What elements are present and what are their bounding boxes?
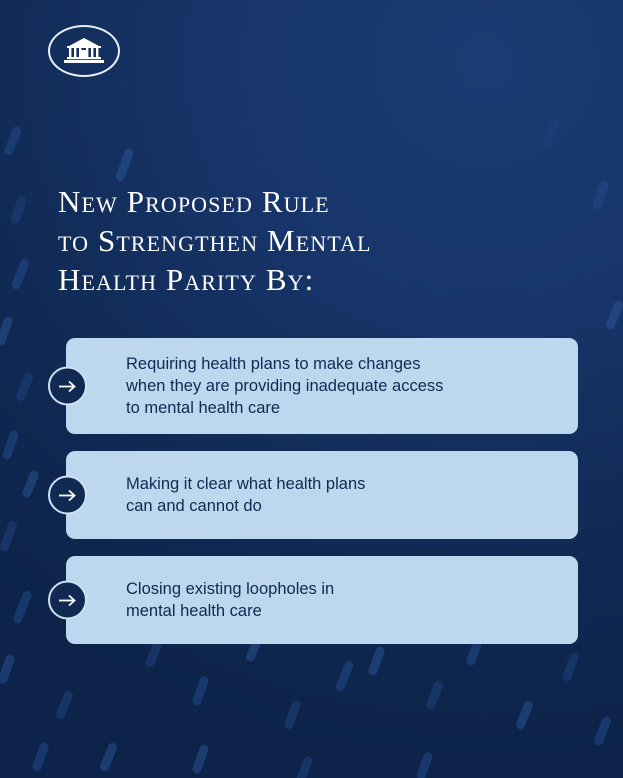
list-item-card: [66, 556, 578, 644]
page-title-line-1: New Proposed Rule: [58, 184, 330, 219]
decorative-dash: [99, 741, 119, 772]
decorative-dash: [21, 469, 40, 498]
decorative-dash: [515, 699, 535, 730]
list-item-line-2: mental health care: [126, 602, 262, 620]
decorative-dash: [295, 755, 314, 778]
decorative-dash: [31, 741, 50, 772]
decorative-dash: [191, 743, 210, 774]
decorative-dash: [3, 125, 23, 156]
decorative-dash: [114, 147, 134, 182]
decorative-dash: [334, 659, 354, 692]
list-item-line-1: Closing existing loopholes in: [126, 580, 335, 598]
arrow-right-icon: [48, 581, 87, 620]
page-title: [58, 182, 578, 299]
decorative-dash: [191, 675, 210, 706]
decorative-dash: [541, 117, 561, 148]
arrow-right-icon: [48, 367, 87, 406]
list-item-line-2: can and cannot do: [126, 497, 262, 515]
page-title-line-3: Health Parity By:: [58, 262, 315, 297]
list-item-line-3: to mental health care: [126, 399, 281, 417]
list-item-line-2: when they are providing inadequate access: [126, 377, 444, 395]
decorative-dash: [9, 195, 27, 224]
list-item-line-1: Making it clear what health plans: [126, 475, 366, 493]
list-item: [48, 338, 578, 434]
list-item-card: [66, 338, 578, 434]
bullet-list: [48, 338, 578, 661]
decorative-dash: [15, 371, 35, 402]
decorative-dash: [12, 590, 33, 625]
white-house-seal-icon: [48, 25, 120, 77]
decorative-dash: [415, 751, 433, 778]
page-title-line-2: to Strengthen Mental: [58, 223, 372, 258]
list-item: [48, 451, 578, 539]
list-item: [48, 556, 578, 644]
list-item-card: [66, 451, 578, 539]
decorative-dash: [0, 519, 18, 552]
decorative-dash: [0, 653, 16, 684]
arrow-right-icon: [48, 476, 87, 515]
decorative-dash: [283, 699, 302, 730]
decorative-dash: [55, 689, 75, 720]
list-item-line-1: Requiring health plans to make changes: [126, 355, 421, 373]
decorative-dash: [0, 315, 14, 346]
decorative-dash: [591, 179, 610, 210]
decorative-dash: [593, 715, 613, 746]
decorative-dash: [425, 679, 445, 710]
decorative-dash: [605, 299, 623, 330]
decorative-dash: [10, 257, 30, 290]
decorative-dash: [1, 429, 20, 460]
